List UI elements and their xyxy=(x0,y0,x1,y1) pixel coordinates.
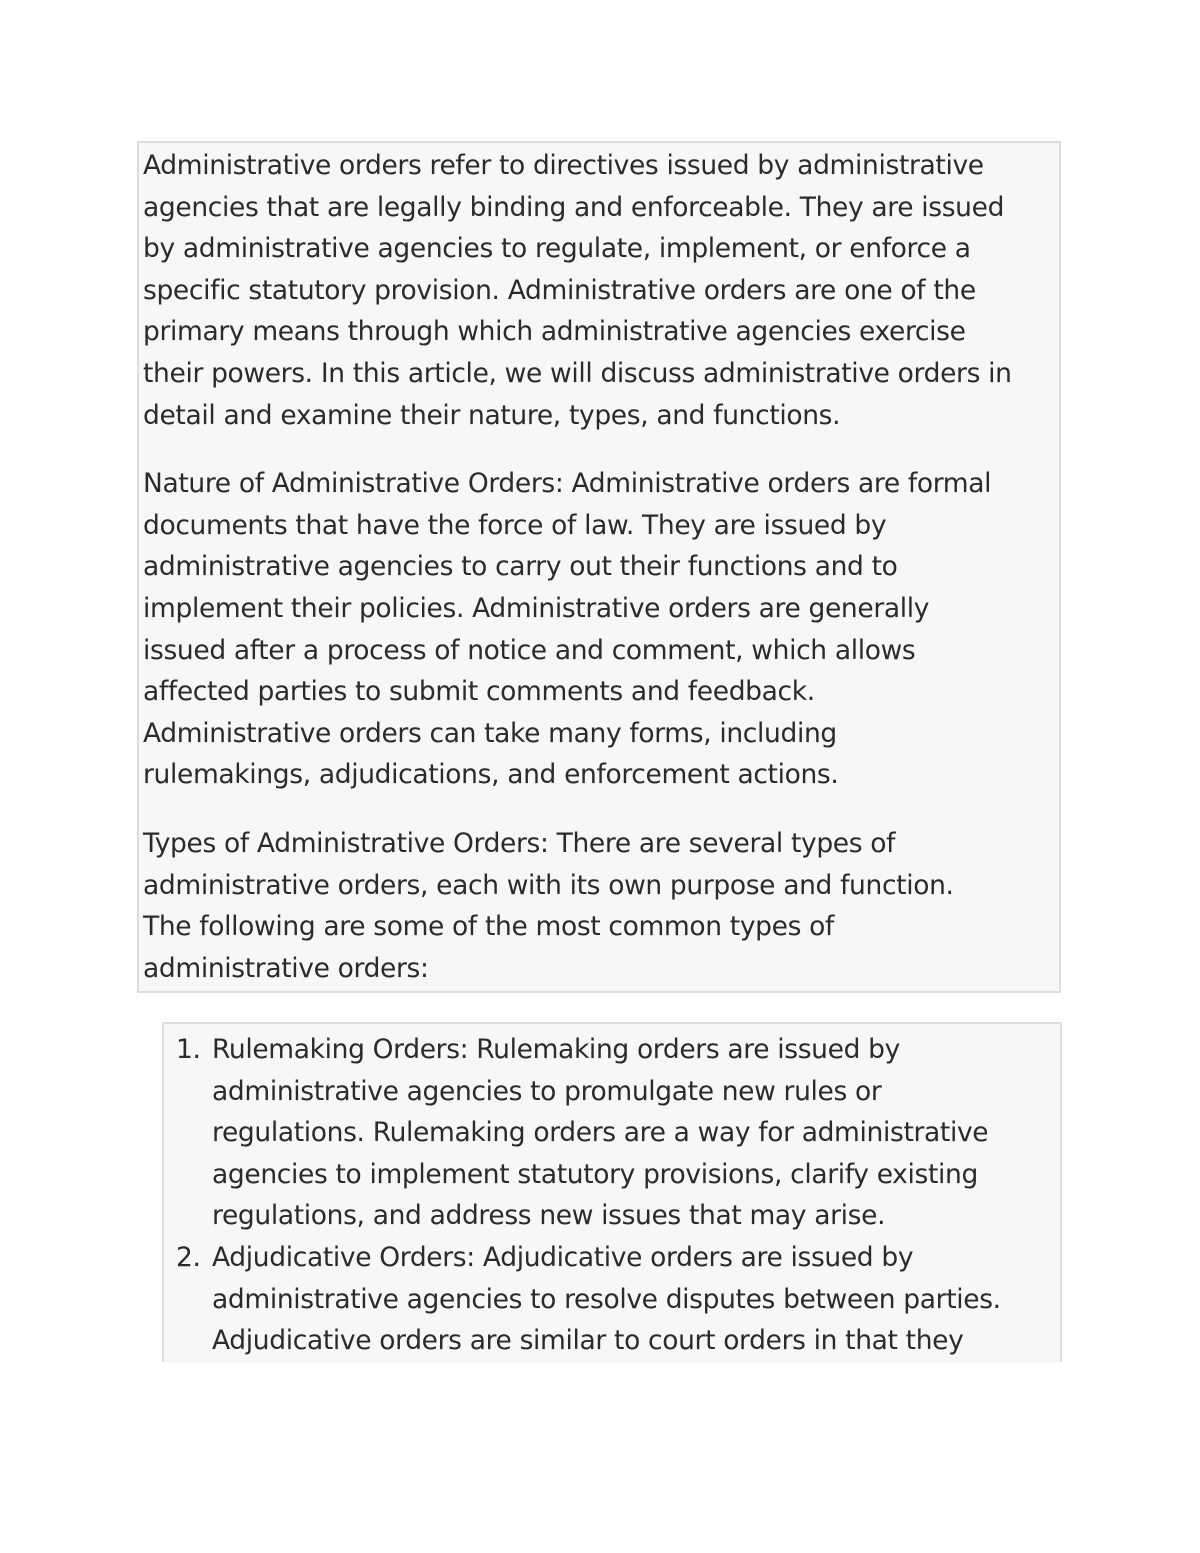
list-item xyxy=(164,1237,1060,1362)
text-line: administrative agencies to resolve disputes between parties. xyxy=(212,1283,1001,1315)
text-line: Administrative orders can take many forms, including xyxy=(143,717,837,749)
text-line: administrative orders: xyxy=(143,952,429,984)
text-line: affected parties to submit comments and feedback. xyxy=(143,676,815,708)
text-line: detail and examine their nature, types, and functions. xyxy=(143,399,841,431)
list-item-number: 1. xyxy=(176,1034,201,1065)
text-line: Adjudicative Orders: Adjudicative orders are issued by xyxy=(212,1241,914,1273)
text-line: The following are some of the most common types of xyxy=(143,911,834,943)
intro-text-block xyxy=(137,141,1061,993)
text-line: primary means through which administrative agencies exercise xyxy=(143,316,966,348)
text-line: regulations, and address new issues that may arise. xyxy=(212,1200,886,1232)
text-line: issued after a process of notice and comment, which allows xyxy=(143,634,916,666)
text-line: administrative agencies to carry out their functions and to xyxy=(143,551,898,583)
ordered-list-block xyxy=(162,1022,1062,1362)
text-line: Nature of Administrative Orders: Administrative orders are formal xyxy=(143,468,992,500)
text-line: regulations. Rulemaking orders are a way for administrative xyxy=(212,1117,989,1149)
text-line: agencies to implement statutory provisions, clarify existing xyxy=(212,1158,978,1190)
list-item xyxy=(164,1029,1060,1237)
paragraph-nature xyxy=(143,463,1055,796)
text-line: by administrative agencies to regulate, implement, or enforce a xyxy=(143,233,971,265)
text-line: administrative agencies to promulgate new rules or xyxy=(212,1075,882,1107)
text-line: Types of Administrative Orders: There are several types of xyxy=(143,827,896,859)
text-line: Adjudicative orders are similar to court orders in that they xyxy=(212,1325,964,1357)
text-line: specific statutory provision. Administrative orders are one of the xyxy=(143,274,976,306)
text-line: documents that have the force of law. They are issued by xyxy=(143,509,887,541)
paragraph-types xyxy=(143,823,1055,989)
text-line: rulemakings, adjudications, and enforcement actions. xyxy=(143,759,839,791)
text-line: administrative orders, each with its own purpose and function. xyxy=(143,869,954,901)
paragraph-intro xyxy=(143,145,1055,436)
text-line: implement their policies. Administrative orders are generally xyxy=(143,592,930,624)
text-line: Rulemaking Orders: Rulemaking orders are issued by xyxy=(212,1034,900,1065)
ordered-list xyxy=(164,1029,1060,1362)
text-line: Administrative orders refer to directives issued by administrative xyxy=(143,150,984,181)
text-line: agencies that are legally binding and enforceable. They are issued xyxy=(143,191,1005,223)
list-item-number: 2. xyxy=(176,1241,201,1273)
text-line: their powers. In this article, we will discuss administrative orders in xyxy=(143,357,1012,389)
